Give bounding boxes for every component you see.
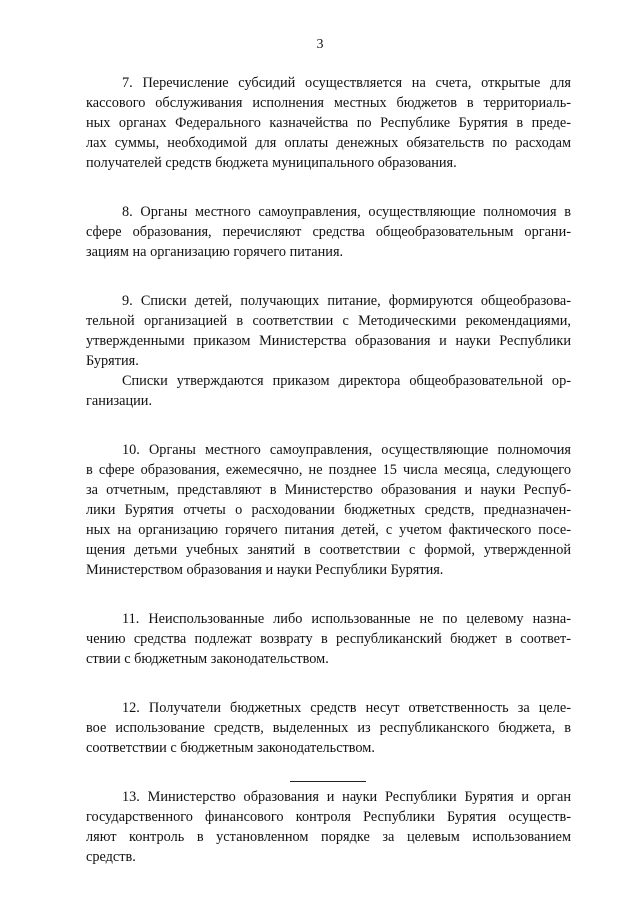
text-line: утвержденными приказом Министерства образования и науки Республики bbox=[86, 333, 571, 349]
text-line: ляют контроль в установленном порядке за целевым использованием bbox=[86, 829, 571, 845]
page-number: 3 bbox=[316, 37, 324, 52]
text-line: лики Бурятия отчеты о расходовании бюджетных средств, предназначен- bbox=[86, 502, 571, 518]
text-line: 13. Министерство образования и науки Республики Бурятия и орган bbox=[122, 789, 571, 805]
text-line: 12. Получатели бюджетных средств несут ответственность за целе- bbox=[122, 700, 571, 716]
text-line: ных на организацию горячего питания детей, с учетом фактического посе- bbox=[86, 522, 571, 538]
paragraph-11 bbox=[86, 609, 571, 669]
end-separator-line bbox=[290, 781, 366, 782]
text-line: ганизации. bbox=[86, 393, 153, 409]
text-line: ных органах Федерального казначейства по Республике Бурятия в преде- bbox=[86, 115, 571, 131]
text-line: лах суммы, необходимой для оплаты денежных обязательств по расходам bbox=[86, 135, 571, 151]
paragraph-8 bbox=[86, 202, 571, 262]
text-line: 9. Списки детей, получающих питание, формируются общеобразова- bbox=[122, 293, 571, 309]
text-line: в сфере образования, ежемесячно, не позднее 15 числа месяца, следующего bbox=[86, 462, 571, 478]
text-line: вое использование средств, выделенных из республиканского бюджета, в bbox=[86, 720, 571, 736]
text-line: 7. Перечисление субсидий осуществляется на счета, открытые для bbox=[122, 75, 571, 91]
text-line: государственного финансового контроля Республики Бурятия осуществ- bbox=[86, 809, 571, 825]
text-line: сфере образования, перечисляют средства общеобразовательным органи- bbox=[86, 224, 571, 240]
text-line: чению средства подлежат возврату в республиканский бюджет в соответ- bbox=[86, 631, 571, 647]
text-line: ствии с бюджетным законодательством. bbox=[86, 651, 329, 667]
text-line: Бурятия. bbox=[86, 353, 139, 369]
document-body bbox=[86, 73, 571, 867]
text-line: средств. bbox=[86, 849, 136, 865]
paragraph-9-continuation bbox=[86, 371, 571, 411]
paragraph-13 bbox=[86, 787, 571, 867]
paragraph-10 bbox=[86, 440, 571, 580]
paragraph-7 bbox=[86, 73, 571, 173]
text-line: щения детьми учебных занятий в соответствии с формой, утвержденной bbox=[86, 542, 571, 558]
text-line: 8. Органы местного самоуправления, осуществляющие полномочия в bbox=[122, 204, 571, 220]
text-line: за отчетным, представляют в Министерство образования и науки Респуб- bbox=[86, 482, 571, 498]
text-line: 11. Неиспользованные либо использованные не по целевому назна- bbox=[122, 611, 571, 627]
text-line: соответствии с бюджетным законодательством. bbox=[86, 740, 375, 756]
text-line: 10. Органы местного самоуправления, осуществляющие полномочия bbox=[122, 442, 571, 458]
paragraph-12 bbox=[86, 698, 571, 758]
text-line: кассового обслуживания исполнения местных бюджетов в территориаль- bbox=[86, 95, 571, 111]
text-line: тельной организацией в соответствии с Методическими рекомендациями, bbox=[86, 313, 571, 329]
text-line: Министерством образования и науки Республики Бурятия. bbox=[86, 562, 444, 578]
paragraph-9 bbox=[86, 291, 571, 371]
text-line: Списки утверждаются приказом директора общеобразовательной ор- bbox=[122, 373, 571, 389]
text-line: получателей средств бюджета муниципального образования. bbox=[86, 155, 457, 171]
text-line: зациям на организацию горячего питания. bbox=[86, 244, 344, 260]
